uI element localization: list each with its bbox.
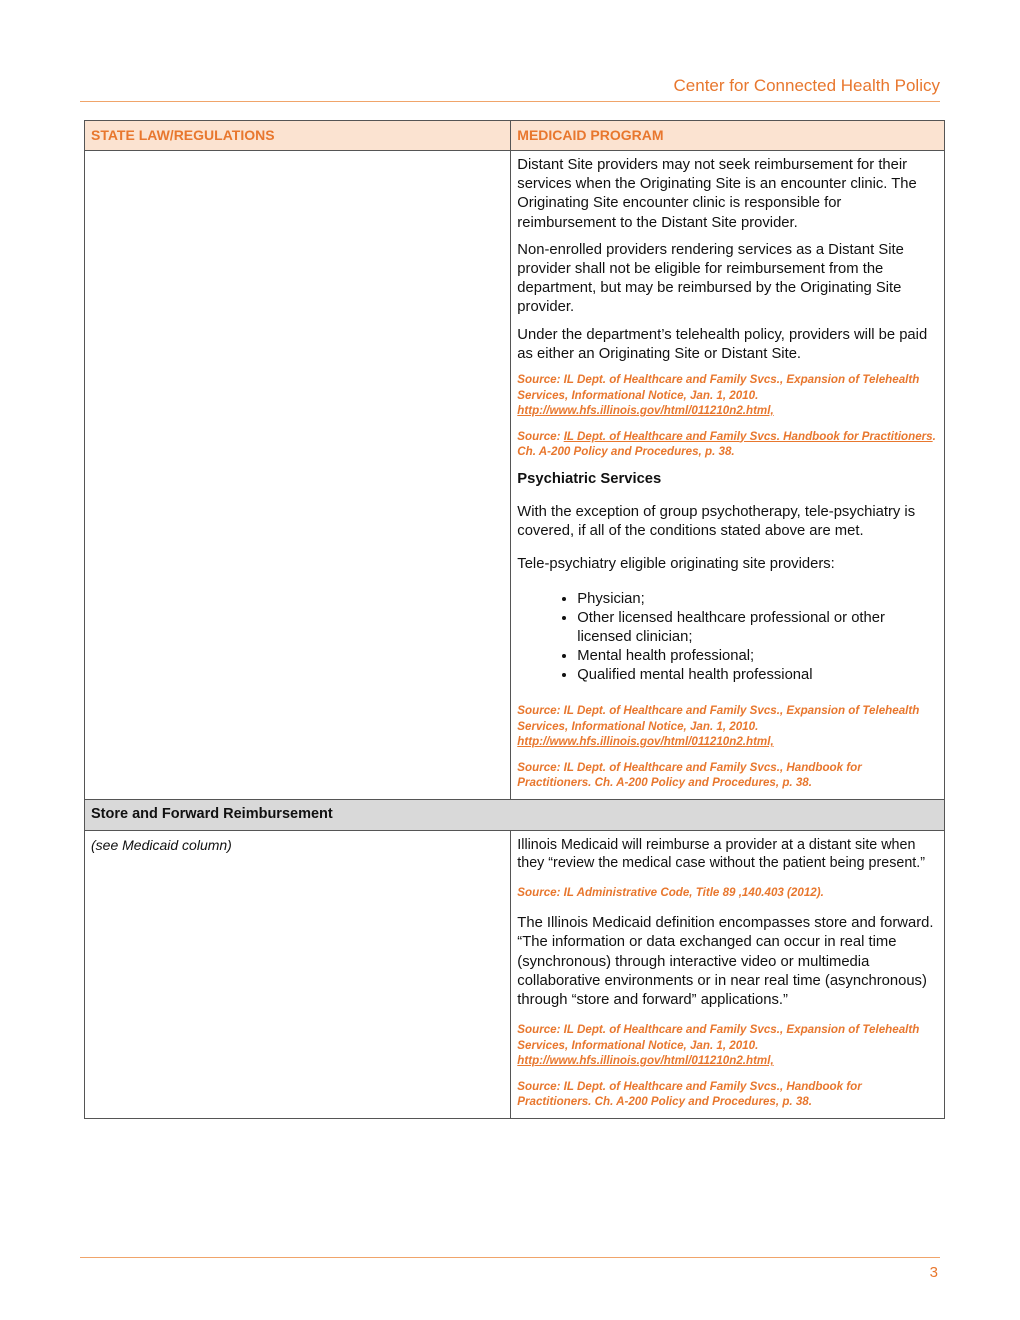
provider-list	[517, 590, 938, 685]
source-link[interactable]: http://www.hfs.illinois.gov/html/011210n2.html,	[517, 404, 774, 418]
source-citation	[517, 1022, 938, 1069]
paragraph-eligible-providers: Tele-psychiatry eligible originating site providers:	[517, 555, 835, 572]
source-text: Source: IL Dept. of Healthcare and Family Svcs., Expansion of Telehealth Services, Informational Notice, Jan. 1, 2010.	[517, 1023, 920, 1052]
source-suffix: . Ch. A-200 Policy and Procedures, p. 38.	[517, 429, 936, 459]
table-row	[85, 830, 945, 1118]
section-row	[85, 799, 945, 830]
paragraph-non-enrolled: Non-enrolled providers rendering services as a Distant Site provider shall not be eligible for reimbursement from the department, but may be reimbursed by the Originating Site provider.	[517, 241, 904, 316]
table-header-row	[85, 121, 945, 151]
column-header-state-law: STATE LAW/REGULATIONS	[85, 121, 511, 151]
paragraph-encounter-clinic: Distant Site providers may not seek reimbursement for their services when the Originating Site is an encounter clinic. The Originating Site encounter clinic is responsible for reimbursement to the Distant Site provider.	[517, 157, 917, 231]
state-law-cell	[85, 151, 511, 800]
source-citation: Source: IL Administrative Code, Title 89 ,140.403 (2012).	[517, 885, 824, 899]
source-citation	[517, 372, 938, 419]
policy-table	[84, 120, 945, 1119]
header-divider	[80, 101, 940, 102]
medicaid-cell	[511, 151, 945, 800]
psychiatric-services-heading: Psychiatric Services	[517, 470, 662, 487]
list-item: • Qualified mental health professional	[577, 666, 938, 685]
paragraph-telehealth-policy: Under the department’s telehealth policy, providers will be paid as either an Originating Site or Distant Site.	[517, 326, 928, 362]
page-number: 3	[929, 1264, 938, 1281]
paragraph-tele-psychiatry: With the exception of group psychotherapy, tele-psychiatry is covered, if all of the conditions stated above are met.	[517, 503, 916, 539]
section-title-store-forward: Store and Forward Reimbursement	[85, 799, 945, 830]
paragraph-reimburse-distant-site: Illinois Medicaid will reimburse a provider at a distant site when they “review the medical case without the patient being present.”	[517, 836, 925, 872]
source-link[interactable]: http://www.hfs.illinois.gov/html/011210n2.html,	[517, 1054, 774, 1068]
list-item: • Other licensed healthcare professional or other licensed clinician;	[577, 609, 938, 647]
list-item: • Physician;	[577, 590, 938, 609]
state-law-cell: (see Medicaid column)	[85, 830, 511, 1118]
source-prefix: Source:	[517, 429, 564, 443]
source-text: Source: IL Dept. of Healthcare and Family Svcs., Expansion of Telehealth Services, Informational Notice, Jan. 1, 2010.	[517, 373, 920, 402]
source-citation	[517, 703, 938, 750]
source-citation: Source: IL Dept. of Healthcare and Family Svcs., Handbook for Practitioners. Ch. A-200 Policy and Procedures, p. 38.	[517, 1079, 862, 1109]
source-text: Source: IL Dept. of Healthcare and Family Svcs., Expansion of Telehealth Services, Informational Notice, Jan. 1, 2010.	[517, 704, 920, 733]
source-citation	[517, 429, 938, 460]
source-citation: Source: IL Dept. of Healthcare and Family Svcs., Handbook for Practitioners. Ch. A-200 Policy and Procedures, p. 38.	[517, 760, 862, 790]
source-link[interactable]: IL Dept. of Healthcare and Family Svcs. Handbook for Practitioners	[563, 429, 933, 443]
footer-divider	[80, 1257, 940, 1258]
medicaid-cell	[511, 830, 945, 1118]
source-link[interactable]: http://www.hfs.illinois.gov/html/011210n2.html,	[517, 735, 774, 749]
column-header-medicaid: MEDICAID PROGRAM	[511, 121, 945, 151]
paragraph-store-and-forward-definition: The Illinois Medicaid definition encompasses store and forward. “The information or data exchanged can occur in real time (synchronous) through interactive video or multimedia collaborative environments or in near real time (asynchronous) through “store and forward” applications.”	[517, 915, 934, 1008]
table-row	[85, 151, 945, 800]
header-org-title: Center for Connected Health Policy	[673, 76, 940, 95]
list-item: • Mental health professional;	[577, 647, 938, 666]
